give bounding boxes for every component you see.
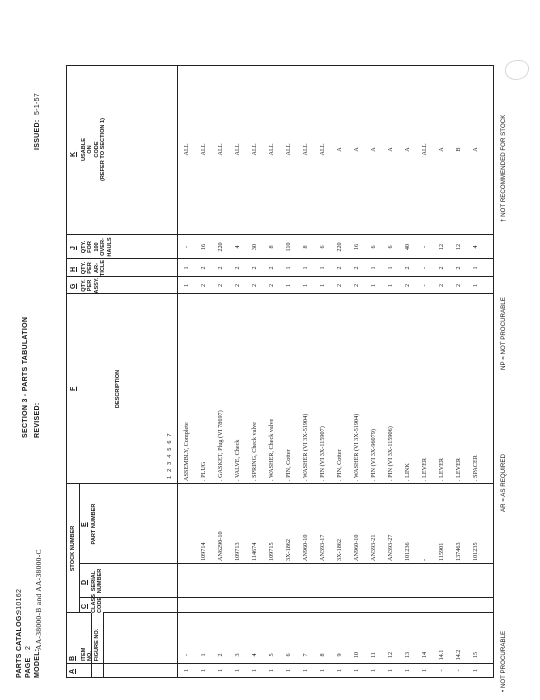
qty-overhauls-cell: 220 <box>336 242 343 252</box>
usable-on-cell: A <box>353 147 360 152</box>
qty-overhauls-cell: 16 <box>200 243 207 251</box>
qty-per-assy-cell: - <box>421 284 428 287</box>
revised-label: REVISED: <box>34 402 41 438</box>
qty-per-article-cell: 2 <box>438 266 445 270</box>
qty-per-assy-cell: 1 <box>370 283 377 288</box>
qty-per-assy-cell: 2 <box>217 283 224 288</box>
rule <box>67 483 493 484</box>
description-cell: . WASHER (VI 3X-51904) <box>302 413 309 481</box>
rule <box>67 258 493 259</box>
qty-overhauls-cell: 110 <box>285 242 292 252</box>
footnote-as-required: AR = AS REQUIRED <box>500 454 507 512</box>
part-number-cell: 101235 <box>472 542 479 561</box>
description-cell: . LINK <box>404 463 411 481</box>
qty-overhauls-cell: 4 <box>234 245 241 249</box>
stock-number-heading: STOCK NUMBER <box>70 525 76 572</box>
item-cell: 10 <box>353 651 360 659</box>
usable-on-cell: A <box>472 147 479 152</box>
figure-cell: 1 <box>234 668 241 673</box>
description-cell: . PIN, Cotter <box>336 449 343 481</box>
rule <box>67 293 493 294</box>
page-label: PAGE <box>25 657 32 678</box>
issued-date: 5-1-57 <box>34 92 41 115</box>
column-c-heading: CLASS CODE <box>91 594 104 613</box>
item-cell: 3 <box>234 653 241 657</box>
qty-overhauls-cell: 12 <box>455 243 462 251</box>
rule <box>67 276 493 277</box>
qty-overhauls-cell: - <box>183 245 190 249</box>
item-cell: 5 <box>268 653 275 657</box>
description-cell: . WASHER, Check valve <box>268 418 275 481</box>
column-g-letter: G <box>70 283 77 289</box>
qty-per-assy-cell: 1 <box>183 283 190 288</box>
model-value: AA-38000-B and AA-38000-C <box>34 549 43 650</box>
rule <box>79 484 80 613</box>
catalog-label: PARTS CATALOG: <box>16 612 23 678</box>
column-d-heading: SERIAL NUMBER <box>91 568 104 594</box>
item-cell: 1 <box>200 653 207 657</box>
column-k-heading: USABLE ON CODE (REFER TO SECTION 1) <box>81 118 107 181</box>
usable-on-cell: ALL <box>302 143 309 156</box>
qty-per-article-cell: 1 <box>387 266 394 270</box>
qty-overhauls-cell: 30 <box>251 243 258 251</box>
part-number-cell: AN393-17 <box>319 534 326 561</box>
footnote-np: NP = NOT PROCURABLE <box>500 297 507 370</box>
part-number-cell: AN960-10 <box>353 534 360 561</box>
qty-overhauls-cell: 40 <box>404 243 411 251</box>
part-number-cell: 137463 <box>455 542 462 561</box>
figure-cell: 1 <box>353 668 360 673</box>
column-j-heading: QTY. FOR 100 OVER- HAULS <box>81 237 113 257</box>
part-number-cell: AN960-10 <box>302 534 309 561</box>
qty-overhauls-cell: 4 <box>472 245 479 249</box>
model-label: MODEL: <box>34 648 41 678</box>
catalog-number: 910162 <box>16 588 23 614</box>
qty-overhauls-cell: 16 <box>353 243 360 251</box>
qty-per-article-cell: 1 <box>285 266 292 270</box>
description-cell: . PIN (VI 3X-96079) <box>370 429 377 481</box>
column-d-letter: D <box>81 579 88 585</box>
usable-on-cell: A <box>387 147 394 152</box>
item-cell: 9 <box>336 653 343 657</box>
figure-cell: 1 <box>387 668 394 673</box>
issued-label: ISSUED: <box>34 119 41 150</box>
qty-per-article-cell: 2 <box>268 266 275 270</box>
usable-on-cell: ALL <box>251 143 258 156</box>
usable-on-cell: ALL <box>268 143 275 156</box>
column-b-letter: B <box>69 655 76 661</box>
item-cell: 7 <box>302 653 309 657</box>
qty-per-article-cell: 1 <box>472 266 479 270</box>
qty-per-article-cell: 2 <box>455 266 462 270</box>
page-number: 2 <box>25 645 32 650</box>
description-cell: . SPACER <box>472 455 479 481</box>
part-number-cell: 115901 <box>438 542 445 561</box>
usable-on-cell: B <box>455 147 462 152</box>
qty-per-article-cell: 2 <box>234 266 241 270</box>
parts-tabulation-table <box>66 65 494 678</box>
column-e-letter: E <box>81 522 88 527</box>
usable-on-cell: ALL <box>421 143 428 156</box>
item-cell: 4 <box>251 653 258 657</box>
qty-per-assy-cell: 1 <box>472 283 479 288</box>
figure-cell: - <box>455 669 462 672</box>
column-c-letter: C <box>81 603 88 609</box>
item-cell: 2 <box>217 653 224 657</box>
column-j-letter: J <box>70 246 77 250</box>
column-a-letter: A <box>69 668 76 674</box>
qty-per-assy-cell: 2 <box>438 283 445 288</box>
description-cell: . LEVER <box>421 457 428 481</box>
qty-overhauls-cell: 220 <box>217 242 224 252</box>
item-cell: - <box>183 653 190 657</box>
qty-per-article-cell: 2 <box>251 266 258 270</box>
qty-per-article-cell: - <box>421 266 428 270</box>
rule <box>103 612 493 613</box>
part-number-cell: 3X-1862 <box>285 539 292 561</box>
description-cell: ASSEMBLY, Complete <box>183 422 190 481</box>
figure-cell: 1 <box>217 668 224 673</box>
usable-on-cell: ALL <box>285 143 292 156</box>
item-cell: 6 <box>285 653 292 657</box>
qty-per-assy-cell: 1 <box>387 283 394 288</box>
item-cell: 8 <box>319 653 326 657</box>
usable-on-cell: A <box>370 147 377 152</box>
qty-per-article-cell: 2 <box>353 266 360 270</box>
part-number-cell: 109713 <box>234 542 241 561</box>
qty-per-article-cell: 1 <box>370 266 377 270</box>
part-number-cell: 101236 <box>404 542 411 561</box>
item-cell: 14.2 <box>455 649 462 661</box>
item-cell: 14.1 <box>438 649 445 661</box>
usable-on-cell: ALL <box>183 143 190 156</box>
description-cell: . PLUG <box>200 461 207 481</box>
description-cell: . GASKET, Plug (VI 78697) <box>217 410 224 481</box>
part-number-cell: 109715 <box>268 542 275 561</box>
qty-per-article-cell: 2 <box>404 266 411 270</box>
part-number-cell: 3X-1862 <box>336 539 343 561</box>
qty-per-assy-cell: 1 <box>302 283 309 288</box>
qty-per-assy-cell: 2 <box>404 283 411 288</box>
column-g-heading: QTY. PER ASSY. <box>81 277 100 294</box>
qty-per-article-cell: 1 <box>183 266 190 270</box>
footnote-not-procurable: • NOT PROCURABLE <box>500 630 507 692</box>
part-number-cell: - <box>421 558 428 561</box>
rule <box>103 613 104 677</box>
rule <box>79 597 493 598</box>
figure-cell: 1 <box>200 668 207 673</box>
column-f-heading: DESCRIPTION <box>115 369 121 409</box>
figure-cell: 1 <box>285 668 292 673</box>
qty-overhauls-cell: 8 <box>302 245 309 249</box>
figure-cell: 1 <box>302 668 309 673</box>
qty-overhauls-cell: 6 <box>319 245 326 249</box>
description-cell: . SPRING, Check valve <box>251 422 258 481</box>
usable-on-cell: A <box>404 147 411 152</box>
qty-per-article-cell: 1 <box>302 266 309 270</box>
description-cell: . WASHER (VI 3X-51904) <box>353 413 360 481</box>
qty-per-assy-cell: 2 <box>455 283 462 288</box>
usable-on-cell: ALL <box>319 143 326 156</box>
usable-on-cell: ALL <box>200 143 207 156</box>
qty-per-article-cell: 1 <box>319 266 326 270</box>
qty-overhauls-cell: - <box>421 245 428 249</box>
qty-per-assy-cell: 2 <box>251 283 258 288</box>
part-number-cell: 114674 <box>251 542 258 561</box>
qty-per-assy-cell: 2 <box>268 283 275 288</box>
description-cell: . PIN (VI 3X-115907) <box>319 426 326 481</box>
part-number-cell: 109714 <box>200 542 207 561</box>
qty-per-assy-cell: 2 <box>353 283 360 288</box>
qty-per-article-cell: 2 <box>217 266 224 270</box>
qty-overhauls-cell: 12 <box>438 243 445 251</box>
description-cell: . VALVE, Check <box>234 439 241 481</box>
column-k-letter: K <box>70 151 77 157</box>
item-cell: 13 <box>404 651 411 659</box>
figure-cell: 1 <box>472 668 479 673</box>
column-e-heading: PART NUMBER <box>91 503 97 545</box>
description-cell: . LEVER <box>438 457 445 481</box>
figure-cell: 1 <box>183 668 190 673</box>
figure-cell: 1 <box>404 668 411 673</box>
part-number-cell: AN6290-10 <box>217 531 224 561</box>
column-f-letter: F <box>70 386 77 391</box>
qty-per-article-cell: 2 <box>336 266 343 270</box>
column-b-heading: ITEM NO. <box>81 647 94 661</box>
indent-scale: 1 2 3 4 5 6 7 <box>167 432 173 479</box>
usable-on-cell: ALL <box>217 143 224 156</box>
figure-no-heading: FIGURE NO. <box>94 628 100 662</box>
figure-cell: 1 <box>421 668 428 673</box>
rule <box>79 563 493 564</box>
description-cell: . LEVER <box>455 457 462 481</box>
qty-overhauls-cell: 6 <box>387 245 394 249</box>
qty-per-article-cell: 2 <box>200 266 207 270</box>
footnote-not-recommended: † NOT RECOMMENDED FOR STOCK <box>500 114 507 222</box>
qty-overhauls-cell: 8 <box>268 245 275 249</box>
part-number-cell: AN393-21 <box>370 534 377 561</box>
item-cell: 14 <box>421 651 428 659</box>
column-h-letter: H <box>70 266 77 272</box>
rule <box>67 234 493 235</box>
usable-on-cell: A <box>438 147 445 152</box>
section-title: SECTION 3 - PARTS TABULATION <box>22 316 29 438</box>
figure-cell: 1 <box>370 668 377 673</box>
qty-per-assy-cell: 1 <box>319 283 326 288</box>
description-cell: . PIN (VI 3X-115906) <box>387 426 394 481</box>
part-number-cell: AN393-27 <box>387 534 394 561</box>
item-cell: 15 <box>472 651 479 659</box>
figure-cell: 1 <box>319 668 326 673</box>
figure-cell: 1 <box>251 668 258 673</box>
qty-per-assy-cell: 2 <box>336 283 343 288</box>
usable-on-cell: A <box>336 147 343 152</box>
column-h-heading: QTY. PER AR- TICLE <box>81 259 107 277</box>
rule <box>177 66 178 677</box>
qty-per-assy-cell: 2 <box>234 283 241 288</box>
usable-on-cell: ALL <box>234 143 241 156</box>
figure-cell: 1 <box>336 668 343 673</box>
qty-per-assy-cell: 1 <box>285 283 292 288</box>
description-cell: . PIN, Cotter <box>285 449 292 481</box>
rule <box>67 663 493 664</box>
figure-cell: 1 <box>268 668 275 673</box>
qty-overhauls-cell: 6 <box>370 245 377 249</box>
figure-cell: - <box>438 669 445 672</box>
qty-per-assy-cell: 2 <box>200 283 207 288</box>
item-cell: 11 <box>370 652 377 658</box>
item-cell: 12 <box>387 651 394 659</box>
